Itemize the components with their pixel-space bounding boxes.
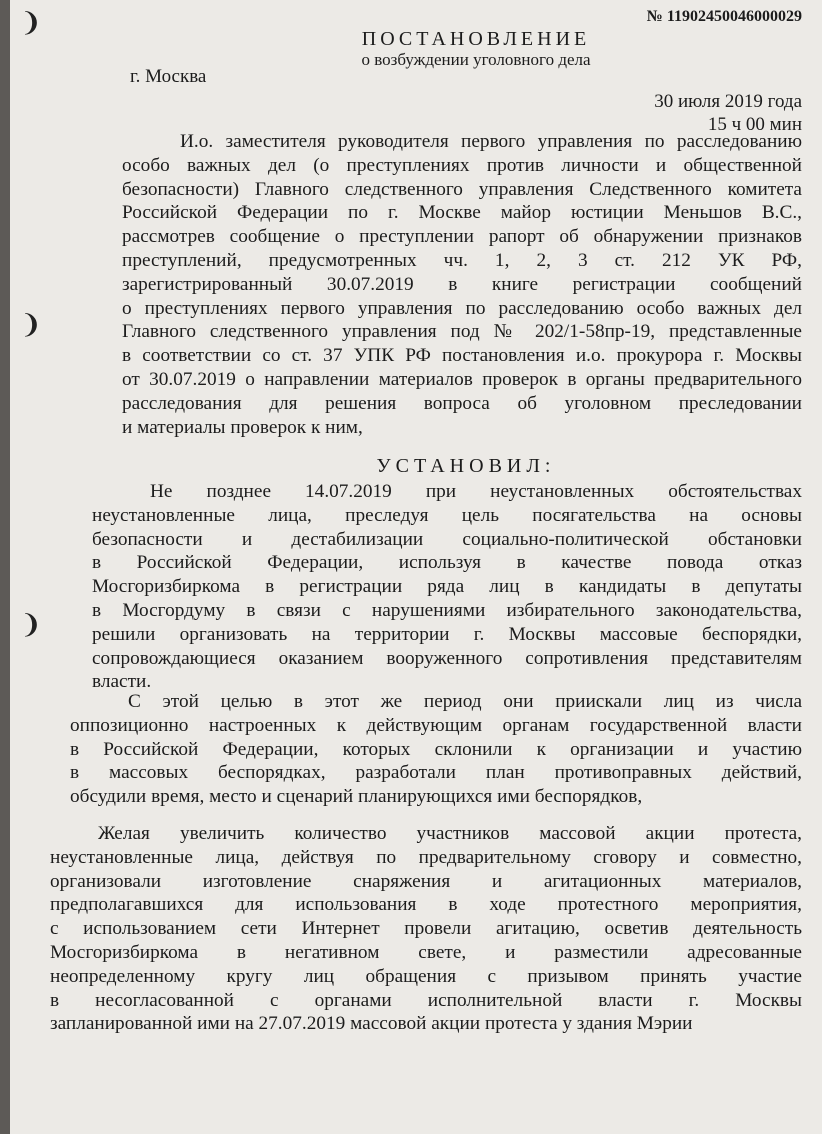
text-line: власти. xyxy=(92,671,152,693)
text-line: Желая увеличить количество участников массовой акции протеста, xyxy=(98,823,802,844)
intro-paragraph xyxy=(122,130,802,439)
text-line: в несогласованной с органами исполнительной власти г. Москвы xyxy=(50,989,802,1011)
text-line: Российской Федерации по г. Москве майор юстиции Меньшов В.С., xyxy=(122,202,802,224)
section-heading: УСТАНОВИЛ: xyxy=(376,455,556,477)
binder-clip-icon: ❩ xyxy=(20,310,42,339)
text-line: предполагавшихся для использования в ходе протестного мероприятия, xyxy=(50,894,802,916)
paragraph-3 xyxy=(50,822,802,1036)
text-line: безопасности и дестабилизации социально-политической обстановки xyxy=(92,528,802,550)
paragraph-2 xyxy=(70,690,802,809)
document-title: ПОСТАНОВЛЕНИЕ xyxy=(361,28,591,50)
text-line: обсудили время, место и сценарий планирующихся ими беспорядков, xyxy=(70,786,643,808)
text-line: решили организовать на территории г. Москвы массовые беспорядки, xyxy=(92,623,802,645)
text-line: в соответствии со ст. 37 УПК РФ постановления и.о. прокурора г. Москвы xyxy=(122,345,802,367)
binder-clip-icon: ❩ xyxy=(20,610,42,639)
text-line: преступлений, предусмотренных чч. 1, 2, 3 ст. 212 УК РФ, xyxy=(122,249,802,271)
binder-clip-icon: ❩ xyxy=(20,8,42,37)
text-line: и материалы проверок к ним, xyxy=(122,416,363,438)
text-line: в Российской Федерации, используя в качестве повода отказ xyxy=(92,552,802,574)
text-line: Не позднее 14.07.2019 при неустановленных обстоятельствах xyxy=(150,481,802,502)
document-number: № 11902450046000029 xyxy=(646,8,802,25)
city: г. Москва xyxy=(130,66,207,87)
text-line: неустановленные лица, преследуя цель посягательства на основы xyxy=(92,504,802,526)
text-line: зарегистрированный 30.07.2019 в книге регистрации сообщений xyxy=(122,273,802,295)
text-line: расследования для решения вопроса об уголовном преследовании xyxy=(122,392,802,414)
text-line: оппозиционно настроенных к действующим органам государственной власти xyxy=(70,714,802,736)
text-line: организовали изготовление снаряжения и агитационных материалов, xyxy=(50,870,802,892)
text-line: безопасности) Главного следственного управления Следственного комитета xyxy=(122,178,802,200)
text-line: в Мосгордуму в связи с нарушениями избирательного законодательства, xyxy=(92,599,802,621)
text-line: рассмотрев сообщение о преступлении рапорт об обнаружении признаков xyxy=(122,226,802,248)
text-line: сопровождающиеся оказанием вооруженного сопротивления представителям xyxy=(92,647,802,669)
text-line: И.о. заместителя руководителя первого управления по расследованию xyxy=(180,131,802,152)
text-line: с использованием сети Интернет провели агитацию, осветив деятельность xyxy=(50,918,802,940)
text-line: неустановленные лица, действуя по предварительному сговору и совместно, xyxy=(50,846,802,868)
text-line: от 30.07.2019 о направлении материалов проверок в органы предварительного xyxy=(122,368,802,390)
text-line: неопределенному кругу лиц обращения с призывом принять участие xyxy=(50,965,802,987)
document-date: 30 июля 2019 года xyxy=(654,91,802,112)
text-line: запланированной ими на 27.07.2019 массовой акции протеста у здания Мэрии xyxy=(50,1013,693,1035)
text-line: С этой целью в этот же период они приискали лиц из числа xyxy=(128,691,802,712)
text-line: в Российской Федерации, которых склонили к организации и участию xyxy=(70,738,802,760)
paragraph-1 xyxy=(92,480,802,694)
text-line: Главного следственного управления под № 202/1-58пр-19, представленные xyxy=(122,321,802,343)
text-line: Мосгоризбиркома в регистрации ряда лиц в кандидаты в депутаты xyxy=(92,576,802,598)
document-page xyxy=(10,0,822,1134)
document-subtitle: о возбуждении уголовного дела xyxy=(361,50,591,69)
text-line: о преступлениях первого управления по расследованию особо важных дел xyxy=(122,297,802,319)
document-time: 15 ч 00 мин xyxy=(707,114,802,135)
text-line: Мосгоризбиркома в негативном свете, и разместили адресованные xyxy=(50,941,802,963)
text-line: в массовых беспорядках, разработали план противоправных действий, xyxy=(70,762,802,784)
text-line: особо важных дел (о преступлениях против личности и общественной xyxy=(122,154,802,176)
